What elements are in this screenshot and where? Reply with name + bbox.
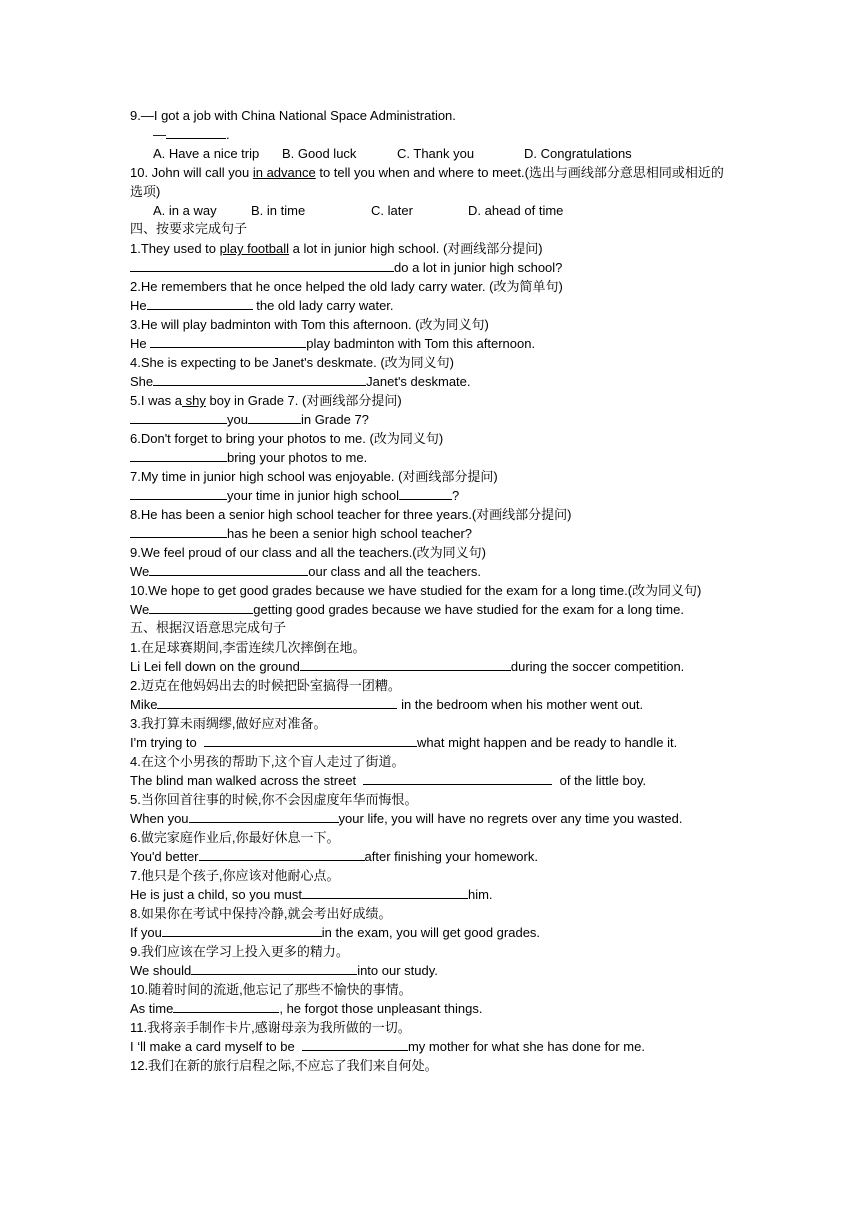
s4-q6: 6.Don't forget to bring your photos to me. (改为同义句) xyxy=(130,431,444,446)
answer-blank[interactable] xyxy=(130,486,227,500)
s4-a5 xyxy=(130,410,735,429)
answer-text: your life, you will have no regrets over any time you wasted. xyxy=(338,811,683,826)
s5-en10 xyxy=(130,999,735,1018)
answer-text: We xyxy=(130,602,150,617)
s5-cn9: 9.我们应该在学习上投入更多的精力。 xyxy=(130,944,349,959)
answer-blank[interactable] xyxy=(363,771,552,785)
answer-text: When you xyxy=(130,811,189,826)
stem-text: 10. John will call you xyxy=(130,165,253,180)
s4-q8: 8.He has been a senior high school teacher for three years.(对画线部分提问) xyxy=(130,507,572,522)
answer-text: ? xyxy=(451,488,460,503)
s4-q4: 4.She is expecting to be Janet's deskmate. (改为同义句) xyxy=(130,355,455,370)
s5-cn12: 12.我们在新的旅行启程之际,不应忘了我们来自何处。 xyxy=(130,1058,438,1073)
answer-blank[interactable] xyxy=(199,847,365,861)
s5-cn7: 7.他只是个孩子,你应该对他耐心点。 xyxy=(130,868,340,883)
s4-a7 xyxy=(130,486,735,505)
answer-blank[interactable] xyxy=(166,125,226,139)
s5-en6 xyxy=(130,847,735,866)
s4-q1 xyxy=(130,239,735,258)
answer-text: I'm trying to xyxy=(130,735,205,750)
question-text: 1.They used to xyxy=(130,241,220,256)
s5-cn6: 6.做完家庭作业后,你最好休息一下。 xyxy=(130,830,340,845)
question-9-stem: 9.—I got a job with China National Space Administration. xyxy=(130,108,456,123)
option-a[interactable]: A. in a way xyxy=(153,203,217,218)
answer-blank[interactable] xyxy=(204,733,417,747)
answer-text: getting good grades because we have studied for the exam for a long time. xyxy=(253,602,684,617)
answer-text: He is just a child, so you must xyxy=(130,887,302,902)
answer-blank[interactable] xyxy=(189,809,339,823)
s5-en3 xyxy=(130,733,735,752)
option-a[interactable]: A. Have a nice trip xyxy=(153,146,260,161)
s4-a8 xyxy=(130,524,735,543)
answer-text: She xyxy=(130,374,154,389)
answer-text: Mike xyxy=(130,697,158,712)
section-4-title: 四、按要求完成句子 xyxy=(130,222,248,237)
section-5-title: 五、根据汉语意思完成句子 xyxy=(130,621,287,636)
s4-a6 xyxy=(130,448,735,467)
option-b[interactable]: B. in time xyxy=(251,203,306,218)
answer-blank[interactable] xyxy=(149,600,253,614)
answer-blank[interactable] xyxy=(130,410,227,424)
answer-text: You'd better xyxy=(130,849,199,864)
underlined-phrase: play football xyxy=(219,241,290,256)
s4-a3 xyxy=(130,334,735,353)
s5-en5 xyxy=(130,809,735,828)
option-d[interactable]: D. ahead of time xyxy=(468,203,564,218)
s4-a9 xyxy=(130,562,735,581)
answer-blank[interactable] xyxy=(300,657,511,671)
answer-blank[interactable] xyxy=(153,372,366,386)
s4-a1 xyxy=(130,258,735,277)
question-9-options xyxy=(130,144,735,163)
question-10-stem xyxy=(130,163,735,201)
answer-blank[interactable] xyxy=(162,923,322,937)
s5-cn4: 4.在这个小男孩的帮助下,这个盲人走过了街道。 xyxy=(130,754,405,769)
s5-en11 xyxy=(130,1037,735,1056)
answer-blank[interactable] xyxy=(130,524,227,538)
s5-en7 xyxy=(130,885,735,904)
s5-cn3: 3.我打算未雨绸缪,做好应对准备。 xyxy=(130,716,327,731)
answer-blank[interactable] xyxy=(302,1037,408,1051)
answer-blank[interactable] xyxy=(150,334,306,348)
answer-blank[interactable] xyxy=(130,258,394,272)
answer-text: bring your photos to me. xyxy=(227,450,368,465)
answer-text: after finishing your homework. xyxy=(364,849,538,864)
answer-blank[interactable] xyxy=(147,296,253,310)
reply-dash: — xyxy=(153,127,166,142)
answer-blank[interactable] xyxy=(149,562,308,576)
answer-text: the old lady carry water. xyxy=(252,298,394,313)
s4-q10: 10.We hope to get good grades because we have studied for the exam for a long time.(改为同义句) xyxy=(130,583,702,598)
option-b[interactable]: B. Good luck xyxy=(282,146,357,161)
reply-period: . xyxy=(226,127,230,142)
answer-text: He xyxy=(130,336,151,351)
question-10-options xyxy=(130,201,735,220)
answer-text: him. xyxy=(467,887,493,902)
answer-text: Janet's deskmate. xyxy=(366,374,471,389)
s4-q2: 2.He remembers that he once helped the old lady carry water. (改为简单句) xyxy=(130,279,563,294)
answer-blank[interactable] xyxy=(399,486,452,500)
stem-text: to tell you when and where to meet.(选出与画线部分意思相同或相近的选项) xyxy=(130,165,724,199)
answer-text: We xyxy=(130,564,150,579)
answer-blank[interactable] xyxy=(302,885,468,899)
question-text: 5.I was a xyxy=(130,393,183,408)
s4-a2 xyxy=(130,296,735,315)
s5-cn8: 8.如果你在考试中保持冷静,就会考出好成绩。 xyxy=(130,906,392,921)
answer-text: in Grade 7? xyxy=(300,412,369,427)
question-9-reply xyxy=(130,125,735,144)
answer-blank[interactable] xyxy=(173,999,279,1013)
s5-en4 xyxy=(130,771,735,790)
answer-text: We should xyxy=(130,963,192,978)
answer-text: into our study. xyxy=(357,963,438,978)
s4-q3: 3.He will play badminton with Tom this afternoon. (改为同义句) xyxy=(130,317,489,332)
answer-text: during the soccer competition. xyxy=(510,659,685,674)
s5-cn1: 1.在足球赛期间,李雷连续几次摔倒在地。 xyxy=(130,640,366,655)
answer-text: If you xyxy=(130,925,162,940)
s5-cn2: 2.迈克在他妈妈出去的时候把卧室搞得一团糟。 xyxy=(130,678,401,693)
underlined-phrase: in advance xyxy=(252,165,316,180)
answer-text: do a lot in junior high school? xyxy=(394,260,563,275)
answer-text: you xyxy=(227,412,248,427)
answer-text: play badminton with Tom this afternoon. xyxy=(306,336,536,351)
underlined-phrase: shy xyxy=(182,393,206,408)
answer-blank[interactable] xyxy=(248,410,301,424)
answer-text: your time in junior high school xyxy=(227,488,399,503)
s4-q7: 7.My time in junior high school was enjoyable. (对画线部分提问) xyxy=(130,469,498,484)
s4-q9: 9.We feel proud of our class and all the teachers.(改为同义句) xyxy=(130,545,486,560)
answer-text: our class and all the teachers. xyxy=(308,564,481,579)
answer-text: I ‘ll make a card myself to be xyxy=(130,1039,302,1054)
option-c[interactable]: C. Thank you xyxy=(397,146,475,161)
answer-text: He xyxy=(130,298,147,313)
s4-q5 xyxy=(130,391,735,410)
s4-a4 xyxy=(130,372,735,391)
question-text: a lot in junior high school. (对画线部分提问) xyxy=(289,241,543,256)
s5-en1 xyxy=(130,657,735,676)
answer-blank[interactable] xyxy=(130,448,227,462)
answer-blank[interactable] xyxy=(157,695,397,709)
answer-text: in the exam, you will get good grades. xyxy=(321,925,541,940)
answer-blank[interactable] xyxy=(191,961,357,975)
s5-cn5: 5.当你回首往事的时候,你不会因虚度年华而悔恨。 xyxy=(130,792,418,807)
s5-cn11: 11.我将亲手制作卡片,感谢母亲为我所做的一切。 xyxy=(130,1020,411,1035)
worksheet-content xyxy=(130,106,735,1075)
answer-text: my mother for what she has done for me. xyxy=(407,1039,645,1054)
s5-cn10: 10.随着时间的流逝,他忘记了那些不愉快的事情。 xyxy=(130,982,412,997)
answer-text: of the little boy. xyxy=(552,773,647,788)
answer-text: in the bedroom when his mother went out. xyxy=(397,697,644,712)
option-c[interactable]: C. later xyxy=(371,203,413,218)
answer-text: Li Lei fell down on the ground xyxy=(130,659,300,674)
s5-en8 xyxy=(130,923,735,942)
answer-text: what might happen and be ready to handle it. xyxy=(417,735,678,750)
answer-text: As time xyxy=(130,1001,174,1016)
question-text: boy in Grade 7. (对画线部分提问) xyxy=(205,393,402,408)
answer-text: The blind man walked across the street xyxy=(130,773,364,788)
answer-text: , he forgot those unpleasant things. xyxy=(279,1001,483,1016)
answer-text: has he been a senior high school teacher? xyxy=(227,526,473,541)
s4-a10 xyxy=(130,600,735,619)
s5-en9 xyxy=(130,961,735,980)
option-d[interactable]: D. Congratulations xyxy=(524,146,632,161)
s5-en2 xyxy=(130,695,735,714)
